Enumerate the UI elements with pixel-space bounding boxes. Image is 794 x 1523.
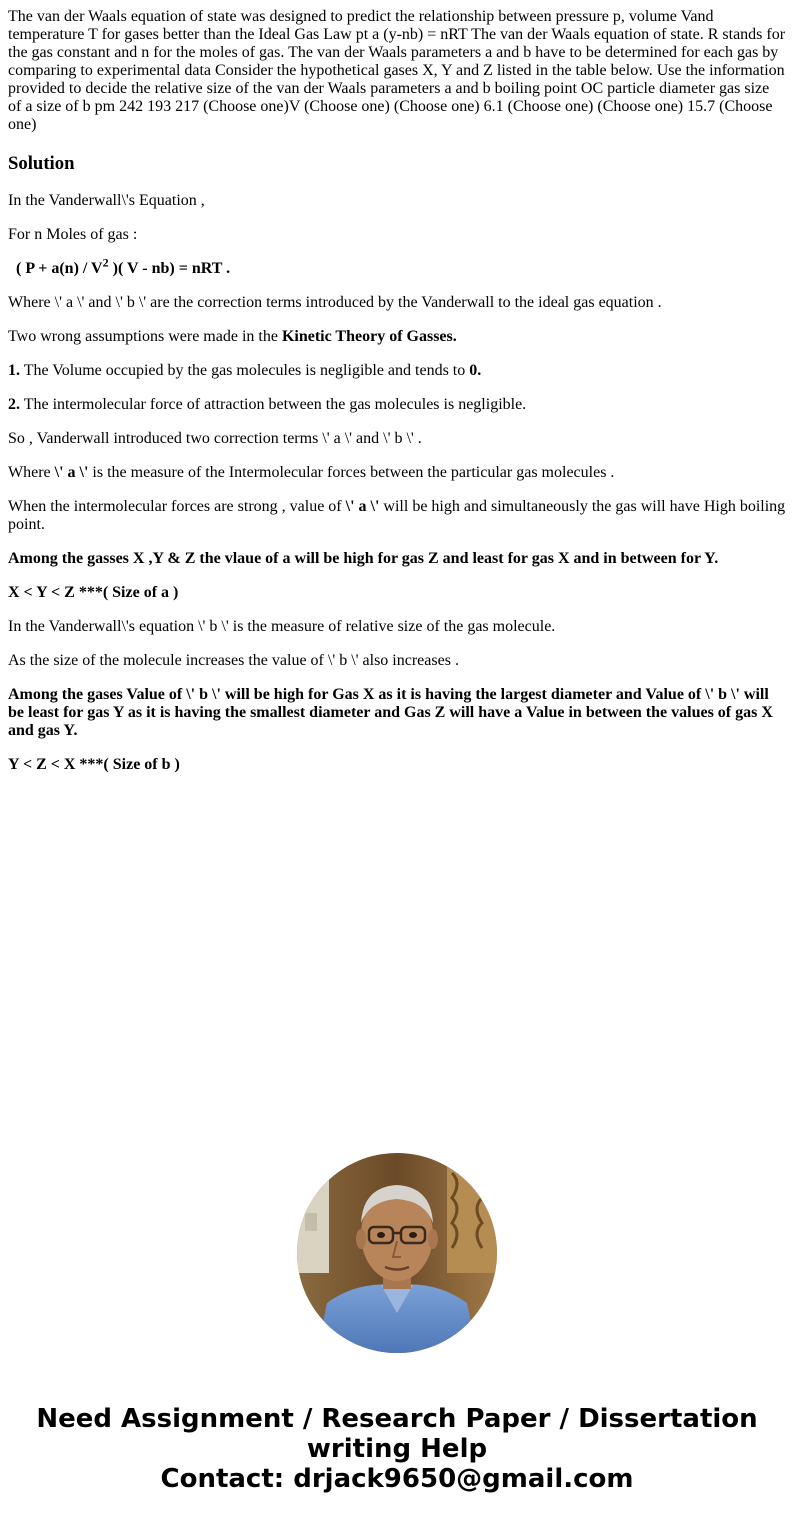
- solution-paragraph: When the intermolecular forces are strong , value of \' a \' will be high and simultaneously the gas will have High boiling point.: [8, 498, 786, 533]
- author-photo: [297, 1153, 497, 1353]
- solution-paragraph: In the Vanderwall\'s Equation ,: [8, 192, 205, 209]
- question-text: The van der Waals equation of state was designed to predict the relationship between pressure p, volume Vand temperature T for gases better than the Ideal Gas Law pt a (y-nb) = nRT The van der Waals equation of state. R stands for the gas constant and n for the moles of gas. The van der Waals parameters a and b have to be determined for each gas by comparing to experimental data Consider the hypothetical gases X, Y and Z listed in the table below. Use the information provided to decide the relative size of the van der Waals parameters a and b boiling point OC particle diameter gas size of a size of b pm 242 193 217 (Choose one)V (Choose one) (Choose one) 6.1 (Choose one) (Choose one) 15.7 (Choose one): [8, 8, 786, 133]
- order-b: Y < Z < X ***( Size of b ): [8, 756, 180, 773]
- solution-paragraph: For n Moles of gas :: [8, 226, 138, 243]
- assumption-2: 2. The intermolecular force of attraction between the gas molecules is negligible.: [8, 396, 527, 413]
- author-avatar: [297, 1153, 497, 1353]
- solution-paragraph: Where \' a \' is the measure of the Intermolecular forces between the particular gas molecules .: [8, 464, 615, 481]
- conclusion-b: Among the gases Value of \' b \' will be high for Gas X as it is having the largest diameter and Value of \' b \' will be least for gas Y as it is having the smallest diameter and Gas Z will have a Value in between the values of gas X and gas Y.: [8, 686, 773, 739]
- solution-heading: Solution: [8, 153, 75, 174]
- article: [8, 8, 786, 790]
- solution-paragraph: Two wrong assumptions were made in the Kinetic Theory of Gasses.: [8, 328, 457, 345]
- solution-paragraph: Where \' a \' and \' b \' are the correction terms introduced by the Vanderwall to the ideal gas equation .: [8, 294, 662, 311]
- footer-tagline: Need Assignment / Research Paper / Dissertation writing Help: [36, 1404, 758, 1464]
- order-a: X < Y < Z ***( Size of a ): [8, 584, 179, 601]
- assumption-1: 1. The Volume occupied by the gas molecules is negligible and tends to 0.: [8, 362, 482, 379]
- van-der-waals-equation: ( $P + a(n) / V^2$ )( V - nb) = nRT .: [16, 255, 231, 277]
- conclusion-a: Among the gasses X ,Y & Z the vlaue of a will be high for gas Z and least for gas X and in between for Y.: [8, 550, 719, 567]
- footer-contact: Contact: drjack9650@gmail.com: [160, 1464, 634, 1494]
- solution-paragraph: So , Vanderwall introduced two correction terms \' a \' and \' b \' .: [8, 430, 422, 447]
- solution-paragraph: As the size of the molecule increases the value of \' b \' also increases .: [8, 652, 459, 669]
- footer-banner: [0, 1404, 794, 1494]
- solution-paragraph: In the Vanderwall\'s equation \' b \' is the measure of relative size of the gas molecule.: [8, 618, 556, 635]
